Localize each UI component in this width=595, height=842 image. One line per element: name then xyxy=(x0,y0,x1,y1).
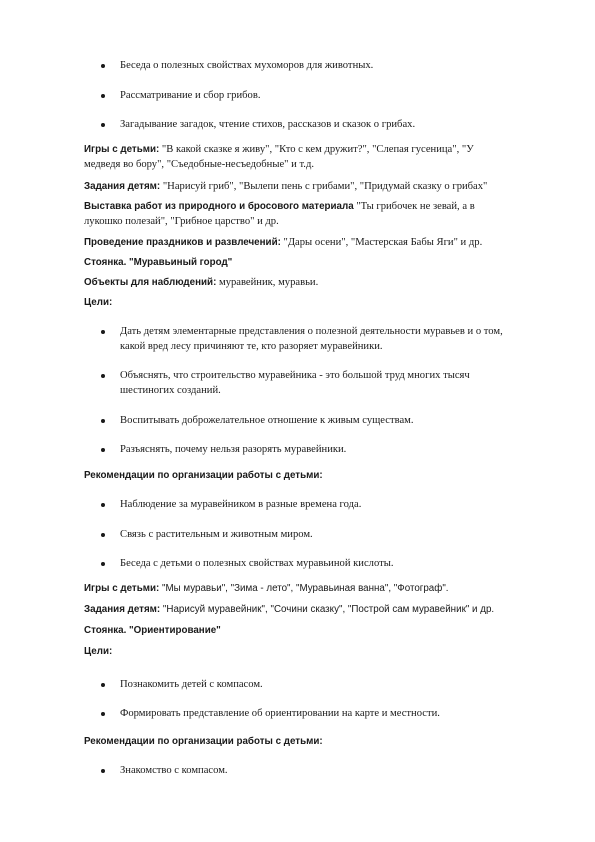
holidays-text: "Дары осени", "Мастерская Бабы Яги" и др. xyxy=(280,237,483,248)
bullet-icon xyxy=(101,503,105,507)
bullet-icon xyxy=(101,769,105,773)
games-text: "Мы муравьи", "Зима - лето", "Муравьиная ванна", "Фотограф". xyxy=(159,583,449,594)
goals-label: Цели: xyxy=(84,646,113,657)
tasks-text: "Нарисуй гриб", "Вылепи пень с грибами", "Придумай сказку о грибах" xyxy=(160,181,488,192)
list-item-text: Загадывание загадок, чтение стихов, рассказов и сказок о грибах. xyxy=(120,119,416,130)
recommendations-label: Рекомендации по организации работы с детьми: xyxy=(84,736,323,747)
bullet-icon xyxy=(101,562,105,566)
holidays-paragraph xyxy=(84,236,544,251)
exhibition-paragraph xyxy=(84,200,544,229)
holidays-label: Проведение праздников и развлечений: xyxy=(84,237,281,248)
list-item-text: Формировать представление об ориентировании на карте и местности. xyxy=(120,708,440,719)
bullet-icon xyxy=(101,712,105,716)
tasks-paragraph xyxy=(84,180,544,195)
list-item-text: Познакомить детей с компасом. xyxy=(120,679,263,690)
bullet-icon xyxy=(101,683,105,687)
section-title: Стоянка. "Ориентирование" xyxy=(84,625,221,636)
observation-text: муравейник, муравьи. xyxy=(216,277,319,288)
list-item-text: Беседа о полезных свойствах мухоморов для животных. xyxy=(120,60,374,71)
tasks-text: "Нарисуй муравейник", "Сочини сказку", "Построй сам муравейник" и др. xyxy=(160,604,495,615)
list-item-text: Беседа с детьми о полезных свойствах муравьиной кислоты. xyxy=(120,558,394,569)
games-paragraph xyxy=(84,143,544,172)
ant-games-paragraph xyxy=(84,582,544,597)
bullet-icon xyxy=(101,419,105,423)
tasks-label: Задания детям: xyxy=(84,604,161,615)
games-label: Игры с детьми: xyxy=(84,583,160,594)
bullet-icon xyxy=(101,123,105,127)
ant-tasks-paragraph xyxy=(84,603,544,618)
observation-label: Объекты для наблюдений: xyxy=(84,277,217,288)
list-item-text: Воспитывать доброжелательное отношение к живым существам. xyxy=(120,415,414,426)
exhibition-text: "Ты грибочек не зевай, а в лукошко полезай", "Грибное царство" и др. xyxy=(84,201,475,227)
bullet-icon xyxy=(101,330,105,334)
observation-paragraph xyxy=(84,276,544,291)
list-item-text: Разъяснять, почему нельзя разорять муравейники. xyxy=(120,444,347,455)
list-item-text: Объяснять, что строительство муравейника - это большой труд многих тысяч шестиногих созданий. xyxy=(120,370,470,396)
bullet-icon xyxy=(101,94,105,98)
tasks-label: Задания детям: xyxy=(84,181,161,192)
recommendations-label: Рекомендации по организации работы с детьми: xyxy=(84,470,323,481)
bullet-icon xyxy=(101,374,105,378)
exhibition-label: Выставка работ из природного и бросового материала xyxy=(84,201,354,212)
games-label: Игры с детьми: xyxy=(84,144,160,155)
list-item-text: Рассматривание и сбор грибов. xyxy=(120,90,261,101)
list-item-text: Знакомство с компасом. xyxy=(120,765,228,776)
bullet-icon xyxy=(101,64,105,68)
list-item-text: Связь с растительным и животным миром. xyxy=(120,529,313,540)
list-item-text: Дать детям элементарные представления о полезной деятельности муравьев и о том, какой вред лесу причиняют те, кто разоряет муравейники. xyxy=(120,326,503,352)
bullet-icon xyxy=(101,448,105,452)
bullet-icon xyxy=(101,533,105,537)
list-item-text: Наблюдение за муравейником в разные времена года. xyxy=(120,499,362,510)
goals-label: Цели: xyxy=(84,297,113,308)
section-title: Стоянка. "Муравьиный город" xyxy=(84,257,233,268)
games-text: "В какой сказке я живу", "Кто с кем дружит?", "Слепая гусеница", "У медведя во бору", "Съедобные-несъедобные" и т.д. xyxy=(84,144,474,170)
